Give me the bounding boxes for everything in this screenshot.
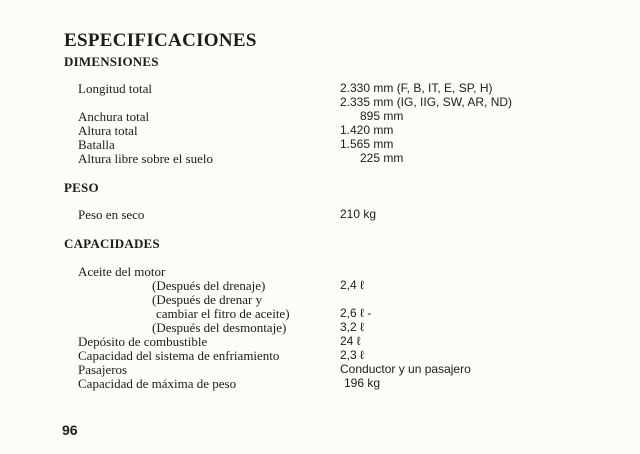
spec-value-peso-maximo: 196 kg — [344, 376, 381, 390]
spec-value-deposito: 24 ℓ — [340, 334, 361, 348]
spec-label-aceite-desmontaje: (Después del desmontaje) — [152, 320, 287, 335]
page-title: ESPECIFICACIONES — [64, 30, 257, 51]
spec-value-batalla: 1.565 mm — [340, 137, 394, 151]
spec-value-peso-seco: 210 kg — [340, 207, 377, 221]
spec-value-aceite-drenaje: 2,4 ℓ — [340, 278, 364, 292]
spec-label-aceite: Aceite del motor — [78, 264, 166, 279]
spec-label-aceite-filtro-1: (Después de drenar y — [152, 292, 263, 307]
spec-label-batalla: Batalla — [78, 137, 115, 152]
spec-label-pasajeros: Pasajeros — [78, 362, 128, 377]
spec-value-altura: 1.420 mm — [340, 123, 394, 137]
spec-label-anchura: Anchura total — [78, 109, 150, 124]
section-heading-peso: PESO — [64, 180, 99, 195]
spec-label-enfriamiento: Capacidad del sistema de enfriamiento — [78, 348, 280, 363]
spec-label-deposito: Depósito de combustible — [78, 334, 208, 349]
spec-label-peso-maximo: Capacidad de máxima de peso — [78, 376, 237, 391]
spec-value-aceite-desmontaje: 3,2 ℓ — [340, 320, 364, 334]
spec-value-aceite-filtro: 2,6 ℓ - — [340, 306, 372, 320]
section-heading-capacidades: CAPACIDADES — [64, 236, 160, 251]
spec-label-altura-libre: Altura libre sobre el suelo — [78, 151, 214, 166]
spec-value-enfriamiento: 2,3 ℓ — [340, 348, 364, 362]
spec-label-altura: Altura total — [78, 123, 138, 138]
section-heading-dimensiones: DIMENSIONES — [64, 54, 159, 69]
spec-label-aceite-filtro-2: cambiar el fitro de aceite) — [156, 306, 290, 321]
spec-value-altura-libre: 225 mm — [360, 151, 404, 165]
spec-value-longitud-2: 2.335 mm (IG, IIG, SW, AR, ND) — [340, 95, 513, 109]
page-number: 96 — [62, 422, 78, 438]
spec-label-longitud: Longitud total — [78, 81, 153, 96]
spec-label-aceite-drenaje: (Después del drenaje) — [152, 278, 266, 293]
spec-value-anchura: 895 mm — [360, 109, 404, 123]
spec-value-pasajeros: Conductor y un pasajero — [340, 362, 471, 376]
spec-label-peso-seco: Peso en seco — [78, 207, 145, 222]
spec-value-longitud-1: 2.330 mm (F, B, IT, E, SP, H) — [340, 81, 493, 95]
